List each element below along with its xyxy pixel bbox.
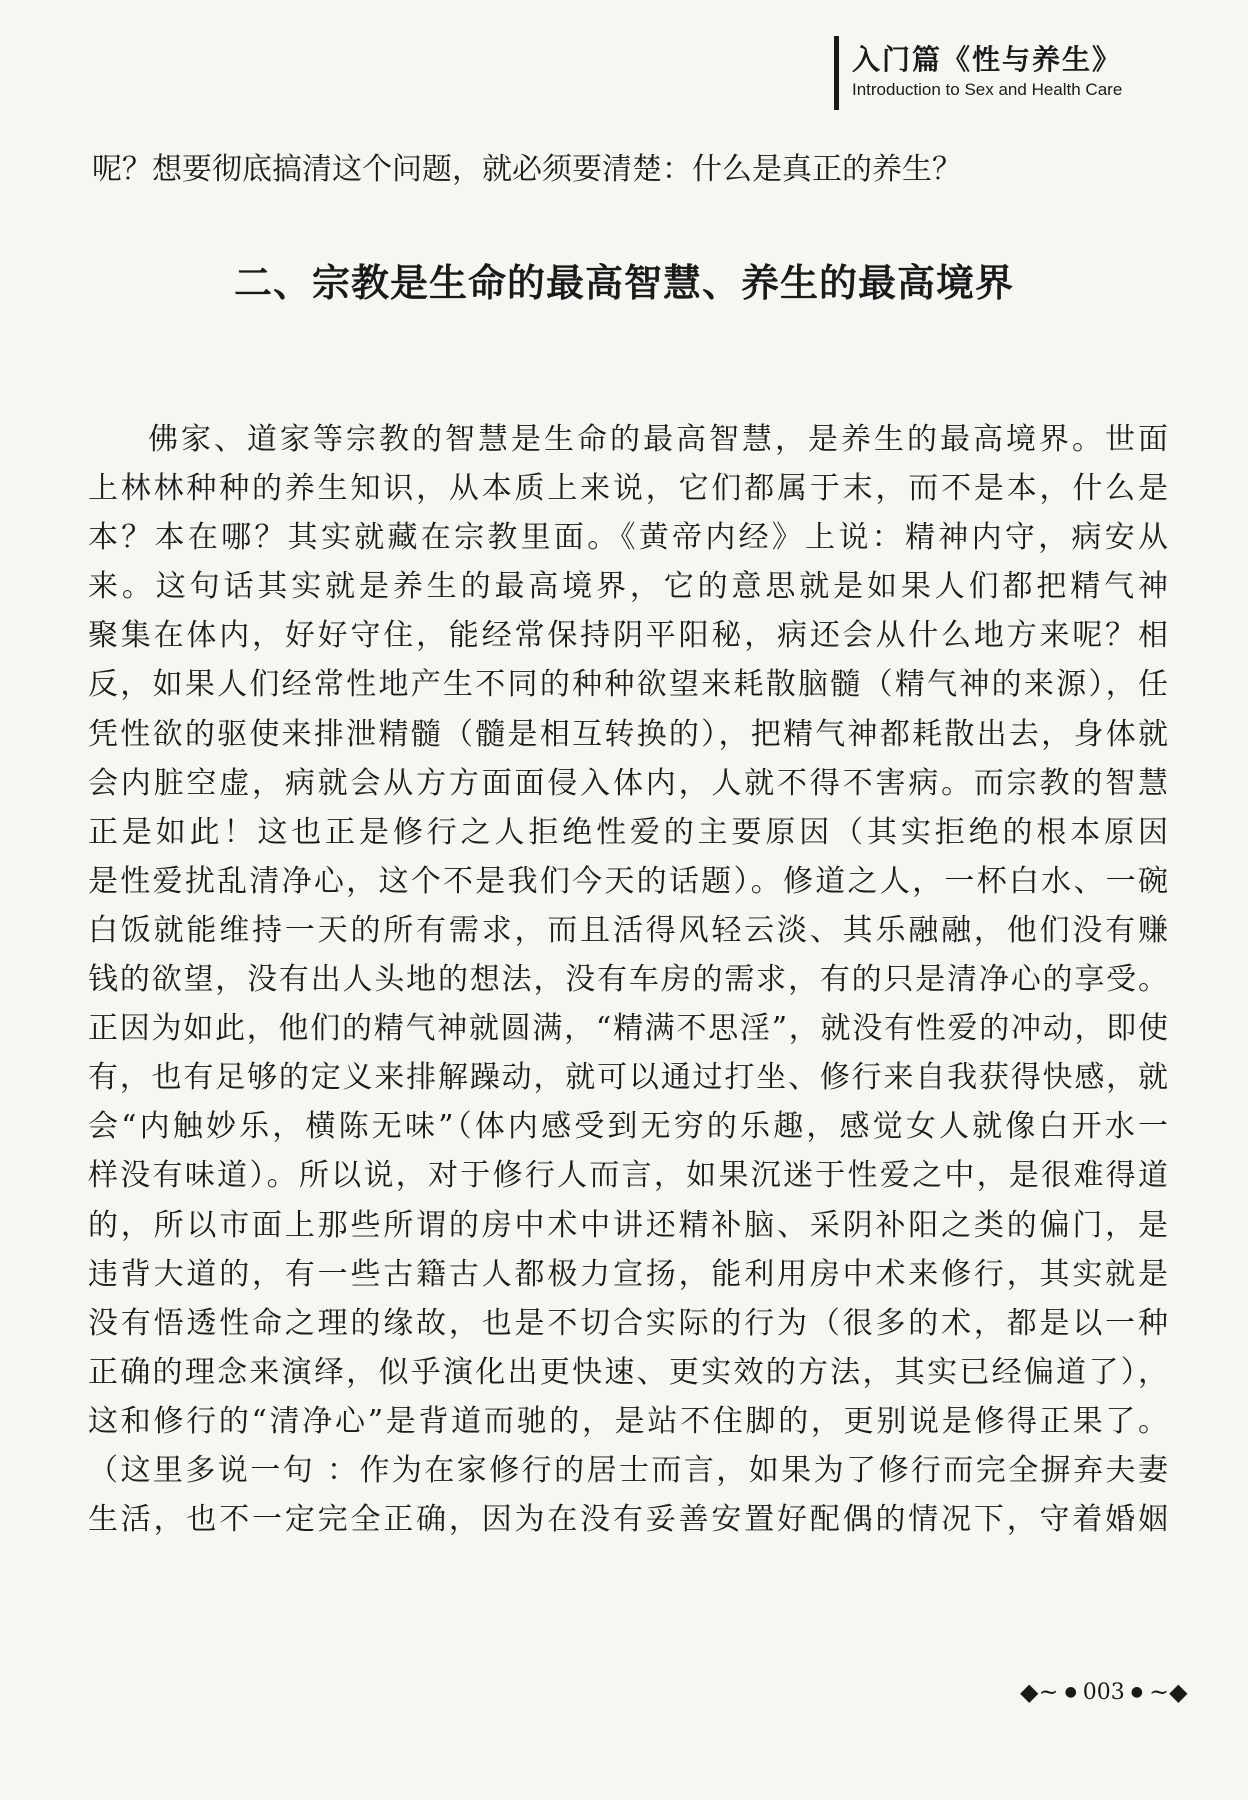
- right-scroll-ornament-icon: ~◆: [1149, 1678, 1188, 1706]
- paragraph-line: 生活，也不一定完全正确，因为在没有妥善安置好配偶的情况下，守着婚姻: [88, 1502, 1168, 1538]
- paragraph-line: 的，所以市面上那些所谓的房中术中讲还精补脑、采阴补阳之类的偏门，是: [88, 1207, 1168, 1243]
- paragraph-line: 正是如此！这也正是修行之人拒绝性爱的主要原因（其实拒绝的根本原因: [88, 814, 1168, 850]
- page-number: 003: [1082, 1679, 1125, 1705]
- dot-icon: ●: [1064, 1684, 1077, 1700]
- paragraph-line: 聚集在体内，好好守住，能经常保持阴平阳秘，病还会从什么地方来呢？相: [88, 618, 1168, 654]
- continued-paragraph-line: 呢？想要彻底搞清这个问题，就必须要清楚：什么是真正的养生？: [92, 152, 962, 187]
- paragraph-line: 会“内触妙乐，横陈无味”（体内感受到无穷的乐趣，感觉女人就像白开水一: [88, 1109, 1168, 1145]
- paragraph-line: （这里多说一句 ：作为在家修行的居士而言，如果为了修行而完全摒弃夫妻: [88, 1452, 1168, 1488]
- paragraph-line: 凭性欲的驱使来排泄精髓（髓是相互转换的），把精气神都耗散出去，身体就: [88, 716, 1168, 752]
- paragraph-line: 会内脏空虚，病就会从方方面面侵入体内，人就不得不害病。而宗教的智慧: [88, 765, 1168, 801]
- paragraph-line: 这和修行的“清净心”是背道而驰的，是站不住脚的，更别说是修得正果了。: [88, 1403, 1168, 1439]
- paragraph-line: 本？本在哪？其实就藏在宗教里面。《黄帝内经》上说：精神内守，病安从: [88, 520, 1168, 556]
- page-footer: [1020, 1678, 1188, 1706]
- paragraph-line: 没有悟透性命之理的缘故，也是不切合实际的行为（很多的术，都是以一种: [88, 1305, 1168, 1341]
- left-scroll-ornament-icon: ◆~: [1020, 1678, 1059, 1706]
- paragraph-line: 白饭就能维持一天的所有需求，而且活得风轻云淡、其乐融融，他们没有赚: [88, 912, 1168, 948]
- paragraph-line: 反，如果人们经常性地产生不同的种种欲望来耗散脑髓（精气神的来源），任: [88, 667, 1168, 703]
- paragraph-line: 有，也有足够的定义来排解躁动，就可以通过打坐、修行来自我获得快感，就: [88, 1060, 1168, 1096]
- paragraph-line: 违背大道的，有一些古籍古人都极力宣扬，能利用房中术来修行，其实就是: [88, 1256, 1168, 1292]
- section-heading: 二、宗教是生命的最高智慧、养生的最高境界: [233, 261, 1014, 305]
- paragraph-line: 正确的理念来演绎，似乎演化出更快速、更实效的方法，其实已经偏道了），: [88, 1354, 1168, 1390]
- dot-icon: ●: [1130, 1684, 1144, 1700]
- paragraph-line: 正因为如此，他们的精气神就圆满，“精满不思淫”，就没有性爱的冲动，即使: [88, 1011, 1168, 1047]
- paragraph-line: 钱的欲望，没有出人头地的想法，没有车房的需求，有的只是清净心的享受。: [88, 962, 1168, 998]
- paragraph-line: 来。这句话其实就是养生的最高境界，它的意思就是如果人们都把精气神: [88, 569, 1168, 605]
- body-paragraph: [88, 415, 1168, 1544]
- paragraph-line: 佛家、道家等宗教的智慧是生命的最高智慧，是养生的最高境界。世面: [148, 422, 1168, 457]
- paragraph-line: 是性爱扰乱清净心，这个不是我们今天的话题）。修道之人，一杯白水、一碗: [88, 863, 1168, 899]
- paragraph-line: 上林林种种的养生知识，从本质上来说，它们都属于末，而不是本，什么是: [88, 471, 1168, 507]
- header-divider: [834, 36, 839, 110]
- running-header-subtitle: Introduction to Sex and Health Care: [852, 80, 1123, 99]
- running-header-title: 入门篇《性与养生》: [852, 43, 1123, 76]
- paragraph-line: 样没有味道）。所以说，对于修行人而言，如果沉迷于性爱之中，是很难得道: [88, 1158, 1168, 1194]
